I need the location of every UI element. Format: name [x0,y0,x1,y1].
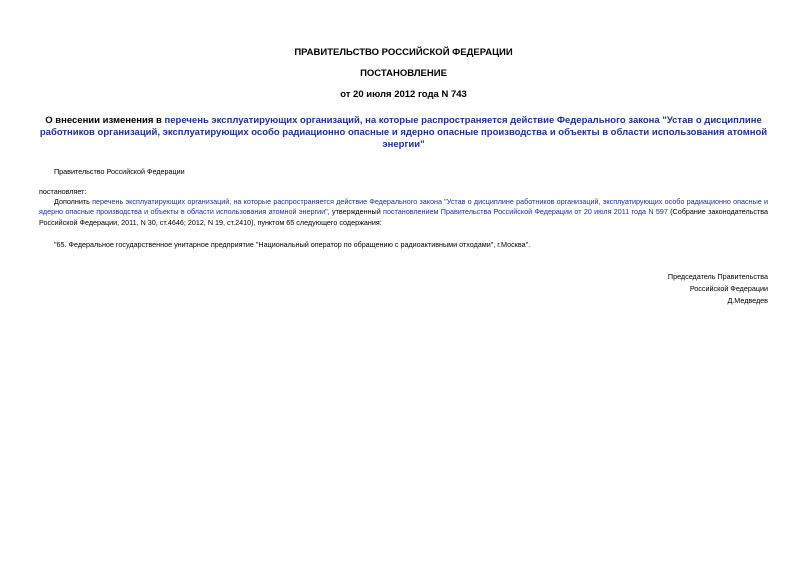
signature-position: Председатель Правительства [667,272,768,281]
main-middle: , утвержденный [327,207,384,217]
quoted-item: "65. Федеральное государственное унитарное предприятие "Национальный оператор по обращению с радиоактивными отходами", г.Москва". [54,240,531,249]
main-prefix: Дополнить [54,197,93,206]
issuer-heading: ПРАВИТЕЛЬСТВО РОССИЙСКОЙ ФЕДЕРАЦИИ [294,47,513,58]
signature-position-2: Российской Федерации [689,284,768,293]
main-paragraph [39,197,768,228]
signature-name: Д.Медведев [727,296,768,305]
main-suffix: (Собрание законодательства Российской Федерации, 2011, N 30, ст.4646; 2012, N 19, ст.2410), пунктом 65 следующего содержания: [39,207,769,227]
document-title [30,115,777,151]
date-number-heading: от 20 июля 2012 года N 743 [340,89,467,100]
title-prefix: О внесении изменения в [45,115,165,126]
title-link[interactable]: перечень эксплуатирующих организаций, на которые распространяется действие Федерального закона "Устав о дисциплине работников организаций, эксплуатирующих особо радиационно опасные и ядерно опасные производства и объекты в области использования атомной энергии" [39,115,768,150]
government-line: Правительство Российской Федерации [54,167,185,176]
resolves-line: постановляет: [39,187,87,196]
document-type-heading: ПОСТАНОВЛЕНИЕ [360,68,447,79]
resolution-link[interactable]: постановлением Правительства Российской Федерации от 20 июля 2011 года N 597 [383,207,668,217]
list-link[interactable]: перечень эксплуатирующих организаций, на которые распространяется действие Федерального закона "Устав о дисциплине работников организаций, эксплуатирующих особо радиационно опасные и ядерно опасные производства и объекты в области использования атомной энергии" [39,197,768,217]
signature-block [668,271,768,307]
